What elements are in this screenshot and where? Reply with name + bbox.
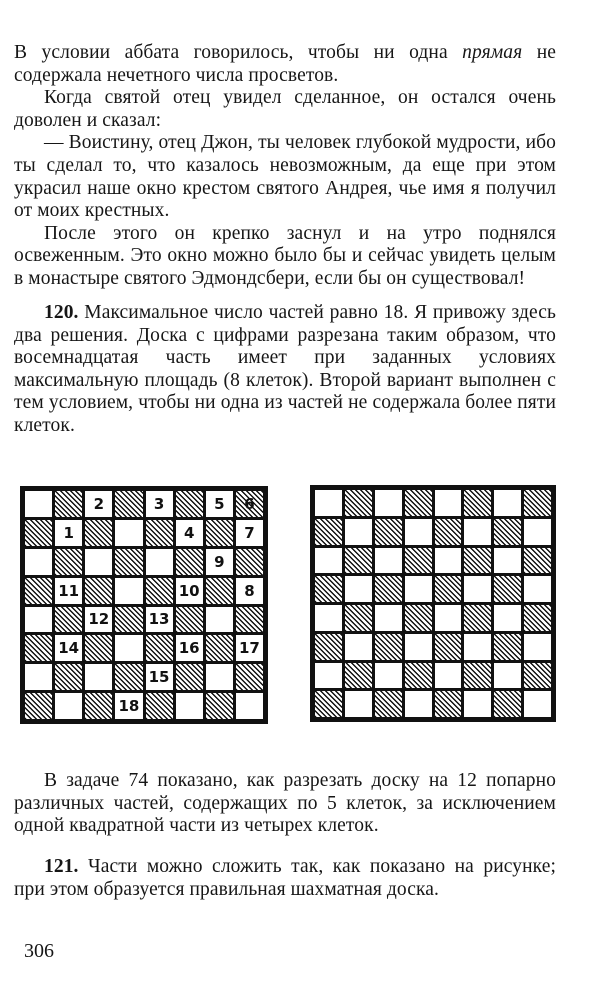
board-square [115, 635, 142, 661]
board-square [146, 520, 173, 546]
board-square [345, 691, 372, 717]
board-square: 12 [85, 607, 112, 633]
board-square [375, 634, 402, 660]
board-square: 10 [176, 578, 203, 604]
board-square [435, 519, 462, 545]
board-square [405, 490, 432, 516]
board-square [494, 490, 521, 516]
paragraph-74: В задаче 74 показано, как разрезать доску на 12 попарно различных частей, содержащих по 5 клеток, за исключением одной квадратной части из четырех клеток. [14, 770, 556, 837]
board-square: 7 [236, 520, 263, 546]
paragraph-abbot: Когда святой отец увидел сделанное, он остался очень доволен и сказал: [14, 87, 556, 131]
board-square [345, 634, 372, 660]
board-square [206, 693, 233, 719]
board-square [345, 576, 372, 602]
board-square [524, 490, 551, 516]
board-square [524, 548, 551, 574]
board-square [146, 635, 173, 661]
board-square [494, 605, 521, 631]
board-square [405, 691, 432, 717]
board-square [85, 635, 112, 661]
board-square [206, 578, 233, 604]
board-square [55, 693, 82, 719]
board-square [25, 664, 52, 690]
board-square [345, 548, 372, 574]
board-square [315, 691, 342, 717]
board-square [464, 634, 491, 660]
page-number: 306 [24, 940, 54, 962]
board-square [494, 576, 521, 602]
board-square [405, 519, 432, 545]
board-square [524, 691, 551, 717]
board-square [55, 491, 82, 517]
board-square [524, 634, 551, 660]
paragraph-quote: — Воистину, отец Джон, ты человек глубокой мудрости, ибо ты сделал то, что казалось невозможным, да еще при этом украсил наше окно крестом святого Андрея, чье имя я получил от моих крестных. [14, 132, 556, 222]
board-square [206, 520, 233, 546]
board-square: 16 [176, 635, 203, 661]
board-square [176, 664, 203, 690]
board-square [464, 576, 491, 602]
board-square [464, 605, 491, 631]
board-square [236, 664, 263, 690]
board-square [115, 664, 142, 690]
board-square [176, 693, 203, 719]
chessboard-numbered [20, 486, 268, 724]
board-square [494, 634, 521, 660]
board-square [405, 663, 432, 689]
board-square [315, 663, 342, 689]
board-square: 6 [236, 491, 263, 517]
board-square [345, 663, 372, 689]
board-square [524, 663, 551, 689]
board-square [115, 520, 142, 546]
paragraph-ending: После этого он крепко заснул и на утро поднялся освеженным. Это окно можно было бы и сейчас увидеть целым в монастыре святого Эдмондсбери, если бы он существовал! [14, 222, 556, 289]
problem-number: 121. [44, 856, 79, 877]
board-square [206, 607, 233, 633]
board-square [25, 491, 52, 517]
board-square [55, 664, 82, 690]
board-square [375, 663, 402, 689]
board-square [405, 605, 432, 631]
board-square [85, 578, 112, 604]
board-square [25, 549, 52, 575]
board-square [464, 490, 491, 516]
board-square: 1 [55, 520, 82, 546]
board-square [25, 607, 52, 633]
board-square [375, 576, 402, 602]
emphasis-word: прямая [462, 42, 523, 63]
board-square [146, 549, 173, 575]
board-square [375, 605, 402, 631]
board-square [206, 664, 233, 690]
board-square [464, 691, 491, 717]
board-square [85, 520, 112, 546]
board-square [115, 549, 142, 575]
board-square [236, 549, 263, 575]
board-square [345, 490, 372, 516]
board-square [405, 576, 432, 602]
board-square [55, 549, 82, 575]
board-square [464, 548, 491, 574]
problem-120 [14, 302, 556, 438]
board-square [206, 635, 233, 661]
board-square: 5 [206, 491, 233, 517]
board-square [25, 578, 52, 604]
board-square [115, 491, 142, 517]
board-square [375, 691, 402, 717]
board-square: 4 [176, 520, 203, 546]
board-square [435, 548, 462, 574]
board-square [85, 664, 112, 690]
board-square [435, 691, 462, 717]
board-square [435, 605, 462, 631]
board-square [176, 549, 203, 575]
problem-text: Части можно сложить так, как показано на рисунке; при этом образуется правильная шахматная доска. [14, 856, 556, 900]
board-square [375, 548, 402, 574]
problem-121 [14, 856, 556, 901]
problem-text: Максимальное число частей равно 18. Я привожу здесь два решения. Доска с цифрами разрезана таким образом, что восемнадцатая часть имеет при заданных условиях максимальную площадь (8 клеток). Второй вариант выполнен с тем условием, чтобы ни одна из частей не содержала более пяти клеток. [14, 302, 556, 436]
board-square [25, 520, 52, 546]
paragraph-74-block [14, 770, 556, 838]
board-square [25, 693, 52, 719]
board-square [146, 578, 173, 604]
board-square: 14 [55, 635, 82, 661]
chessboard-plain [310, 485, 556, 722]
board-square [464, 663, 491, 689]
board-square [236, 607, 263, 633]
board-square: 3 [146, 491, 173, 517]
board-square [464, 519, 491, 545]
board-square: 13 [146, 607, 173, 633]
board-square [25, 635, 52, 661]
board-square: 18 [115, 693, 142, 719]
board-square [176, 607, 203, 633]
board-square: 11 [55, 578, 82, 604]
board-square [85, 693, 112, 719]
board-square [115, 607, 142, 633]
board-square [435, 490, 462, 516]
board-square [435, 576, 462, 602]
board-square: 15 [146, 664, 173, 690]
board-square [345, 519, 372, 545]
board-square [146, 693, 173, 719]
board-square [315, 519, 342, 545]
board-square [524, 576, 551, 602]
board-square [375, 519, 402, 545]
board-square [85, 549, 112, 575]
board-square [315, 548, 342, 574]
board-square [405, 548, 432, 574]
board-square [345, 605, 372, 631]
board-square [115, 578, 142, 604]
board-square [315, 634, 342, 660]
board-square [176, 491, 203, 517]
problem-number: 120. [44, 302, 79, 323]
board-square [524, 519, 551, 545]
board-square [236, 693, 263, 719]
board-square [55, 607, 82, 633]
board-square [524, 605, 551, 631]
board-square: 2 [85, 491, 112, 517]
board-square [494, 519, 521, 545]
board-square [315, 490, 342, 516]
board-square: 17 [236, 635, 263, 661]
board-square [435, 663, 462, 689]
board-square [315, 605, 342, 631]
board-square [494, 691, 521, 717]
board-square: 8 [236, 578, 263, 604]
board-square [494, 548, 521, 574]
top-text [14, 42, 556, 291]
board-square [315, 576, 342, 602]
board-square [405, 634, 432, 660]
board-square [375, 490, 402, 516]
paragraph-condition: В условии аббата говорилось, чтобы ни одна прямая не содержала нечетного числа просветов. [14, 42, 557, 86]
board-square [435, 634, 462, 660]
board-square [494, 663, 521, 689]
board-square: 9 [206, 549, 233, 575]
